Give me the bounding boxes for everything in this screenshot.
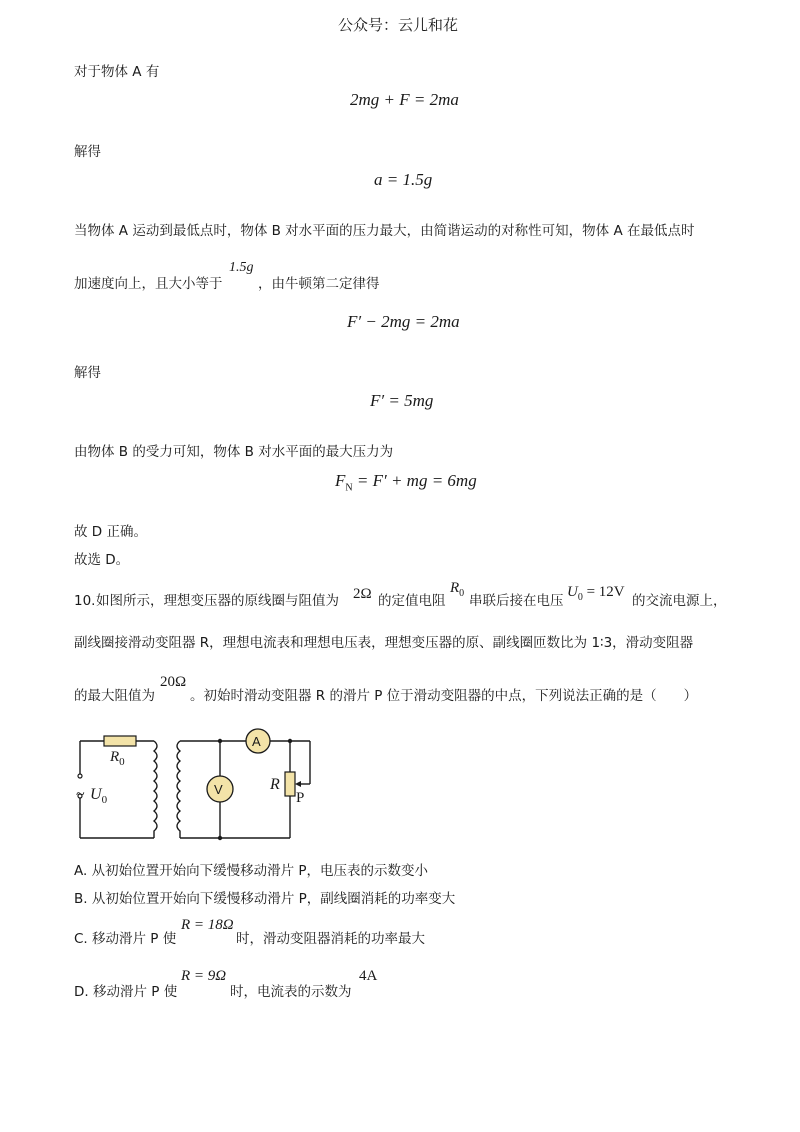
inline-math: 1.5g — [229, 260, 254, 275]
question-text: 的最大阻值为 — [74, 688, 155, 704]
slider-arrow-icon — [295, 781, 301, 787]
source-label: $U_0$ — [90, 786, 108, 806]
option-b: B. 从初始位置开始向下缓慢移动滑片 P，副线圈消耗的功率变大 — [74, 891, 456, 907]
r0-label: $R_0$ — [110, 749, 125, 768]
option-d-rest: 时，电流表的示数为 — [230, 984, 352, 1000]
equation: $F_N = F'$ + mg = 6mg — [335, 471, 477, 494]
option-d: D. 移动滑片 P 使 — [74, 984, 178, 1000]
question-text: 的交流电源上， — [632, 593, 727, 609]
rheostat-icon — [285, 772, 295, 796]
inline-math: $R_0$ — [450, 580, 465, 599]
option-c-rest: 时，滑动变阻器消耗的功率最大 — [236, 931, 425, 947]
inline-math: 2Ω — [353, 586, 372, 602]
voltmeter-label: V — [214, 782, 223, 797]
circuit-diagram — [70, 726, 330, 846]
text-line: 故选 D。 — [74, 552, 130, 568]
text-line: 加速度向上，且大小等于 — [74, 276, 223, 292]
inline-math: $U_0 = 12V$ — [567, 584, 625, 603]
text-line: 对于物体 A 有 — [74, 64, 160, 80]
option-c: C. 移动滑片 P 使 — [74, 931, 177, 947]
question-text: 的定值电阻 — [378, 593, 446, 609]
text-line: 故 D 正确。 — [74, 524, 147, 540]
page-header: 公众号：云儿和花 — [338, 16, 459, 34]
text-line: 解得 — [74, 365, 101, 381]
slider-label: P — [296, 790, 305, 806]
text-line: 由物体 B 的受力可知，物体 B 对水平面的最大压力为 — [74, 444, 394, 460]
equation: 2mg + F = 2ma — [350, 90, 459, 109]
inline-math: 4A — [359, 968, 378, 984]
equation: F′ = 5mg — [370, 391, 434, 410]
question-text: 。初始时滑动变阻器 R 的滑片 P 位于滑动变阻器的中点，下列说法正确的是（ ） — [190, 688, 698, 704]
text-line: 解得 — [74, 144, 101, 160]
text-line: ，由牛顿第二定律得 — [258, 276, 380, 292]
question-number: 10. — [74, 593, 96, 609]
inline-math: 20Ω — [160, 674, 187, 690]
question-text: 副线圈接滑动变阻器 R，理想电流表和理想电压表，理想变压器的原、副线圈匝数比为 1∶3，滑动变阻器 — [74, 635, 694, 651]
resistor-r0-icon — [104, 736, 136, 746]
inline-math: R = 9Ω — [181, 968, 227, 984]
inline-math: R = 18Ω — [181, 917, 234, 933]
text-line: 当物体 A 运动到最低点时，物体 B 对水平面的压力最大，由简谐运动的对称性可知，物体 A 在最低点时 — [74, 223, 695, 239]
question-text: 如图所示，理想变压器的原线圈与阻值为 — [96, 593, 339, 609]
equation: a = 1.5g — [374, 170, 433, 189]
option-a: A. 从初始位置开始向下缓慢移动滑片 P，电压表的示数变小 — [74, 863, 429, 879]
rheostat-label: R — [270, 776, 280, 793]
ac-symbol: ~ — [76, 786, 85, 803]
question-text: 串联后接在电压 — [469, 593, 564, 609]
equation: F′ − 2mg = 2ma — [347, 312, 460, 331]
ammeter-label: A — [252, 734, 261, 749]
